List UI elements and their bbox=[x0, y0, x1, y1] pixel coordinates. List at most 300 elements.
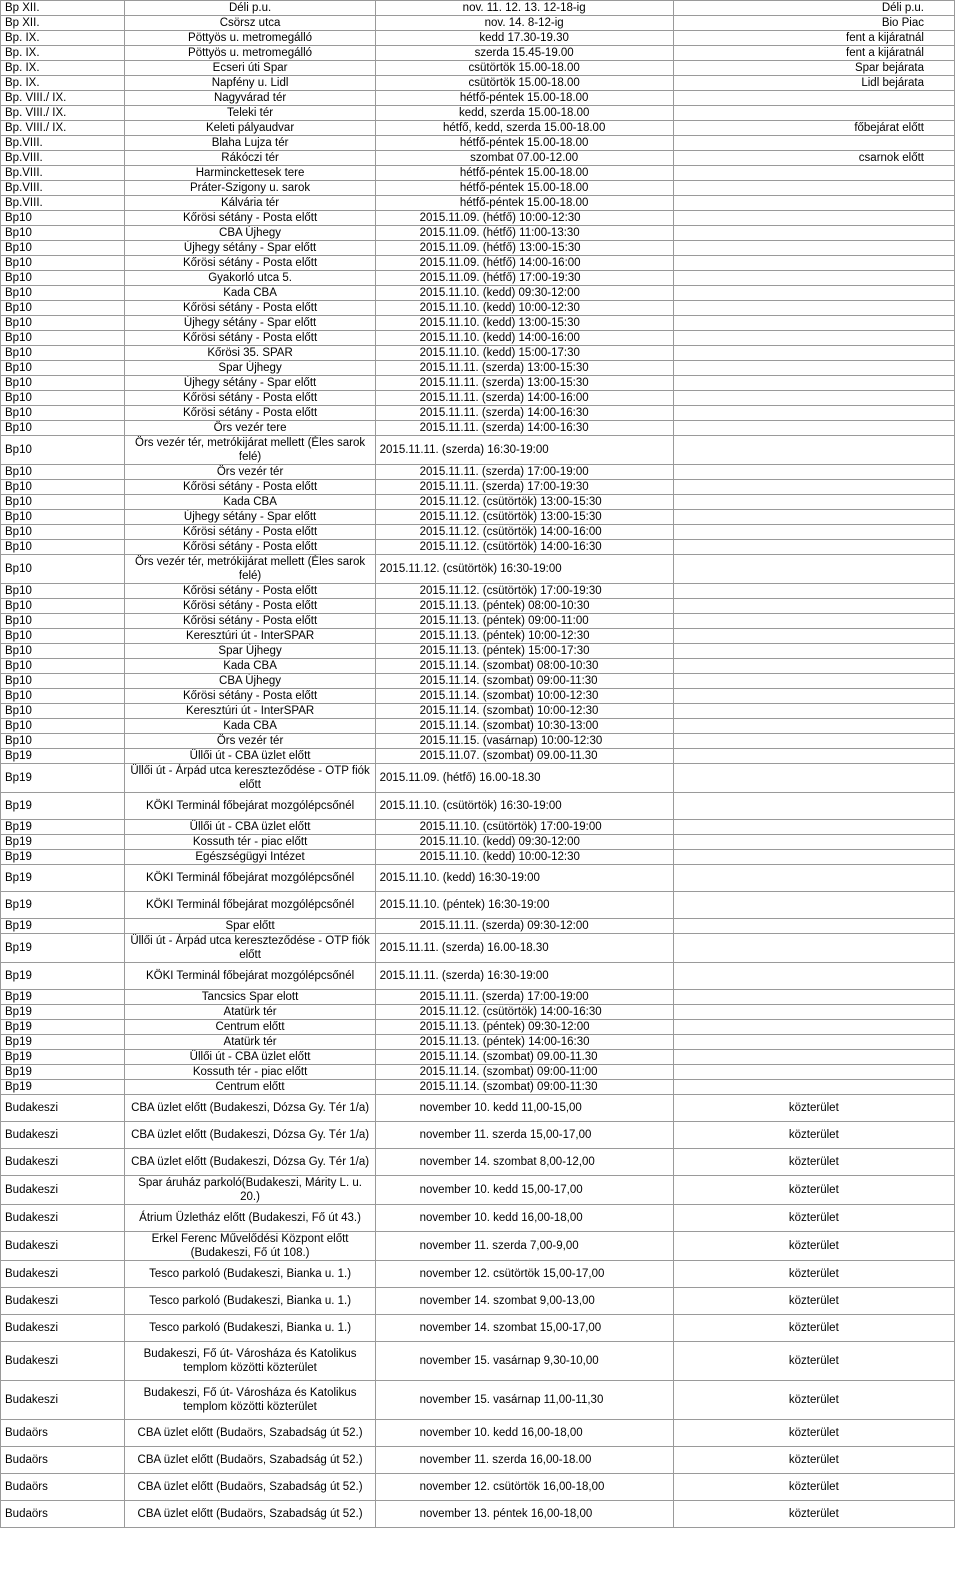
location-cell-text: Kőrösi sétány - Posta előtt bbox=[182, 600, 318, 612]
note-cell bbox=[673, 465, 954, 480]
table-row bbox=[1, 1474, 955, 1501]
note-cell-text: közterület bbox=[788, 1184, 839, 1196]
time-cell bbox=[375, 361, 673, 376]
district-cell-text: Bp19 bbox=[5, 836, 32, 848]
time-cell-text: 2015.11.10. (csütörtök) 17:00-19:00 bbox=[419, 821, 602, 833]
note-cell-text: fent a kijáratnál bbox=[846, 47, 924, 59]
location-cell-text: Csörsz utca bbox=[219, 17, 281, 29]
district-cell bbox=[1, 1381, 125, 1420]
location-cell bbox=[125, 764, 375, 793]
location-cell-text: Práter-Szigony u. sarok bbox=[189, 182, 311, 194]
time-cell bbox=[375, 495, 673, 510]
time-cell bbox=[375, 76, 673, 91]
district-cell bbox=[1, 555, 125, 584]
note-cell bbox=[673, 820, 954, 835]
note-cell bbox=[673, 1261, 954, 1288]
district-cell-text: Bp19 bbox=[5, 1036, 32, 1048]
district-cell-text: Bp10 bbox=[5, 362, 32, 374]
district-cell bbox=[1, 1501, 125, 1528]
district-cell bbox=[1, 963, 125, 990]
time-cell-text: november 11. szerda 16,00-18.00 bbox=[419, 1454, 592, 1466]
table-row bbox=[1, 1232, 955, 1261]
location-cell bbox=[125, 963, 375, 990]
district-cell bbox=[1, 865, 125, 892]
table-row bbox=[1, 91, 955, 106]
district-cell-text: Bp10 bbox=[5, 257, 32, 269]
time-cell-text: 2015.11.14. (szombat) 09:00-11:30 bbox=[419, 675, 598, 687]
location-cell bbox=[125, 346, 375, 361]
district-cell bbox=[1, 704, 125, 719]
location-cell-text: Spar előtt bbox=[225, 920, 275, 932]
district-cell bbox=[1, 16, 125, 31]
location-cell bbox=[125, 1149, 375, 1176]
location-cell bbox=[125, 510, 375, 525]
note-cell bbox=[673, 121, 954, 136]
district-cell bbox=[1, 76, 125, 91]
table-row bbox=[1, 406, 955, 421]
location-cell bbox=[125, 689, 375, 704]
table-row bbox=[1, 865, 955, 892]
note-cell-text: közterület bbox=[788, 1481, 839, 1493]
time-cell bbox=[375, 892, 673, 919]
table-row bbox=[1, 1050, 955, 1065]
location-cell bbox=[125, 1205, 375, 1232]
location-cell-text: Gyakorló utca 5. bbox=[208, 272, 292, 284]
district-cell-text: Bp10 bbox=[5, 675, 32, 687]
district-cell bbox=[1, 540, 125, 555]
table-row bbox=[1, 820, 955, 835]
note-cell bbox=[673, 406, 954, 421]
time-cell-text: 2015.11.11. (szerda) 14:00-16:30 bbox=[419, 422, 589, 434]
district-cell-text: Bp. IX. bbox=[5, 47, 40, 59]
time-cell bbox=[375, 256, 673, 271]
location-cell-text: Kőrösi sétány - Posta előtt bbox=[182, 615, 318, 627]
time-cell bbox=[375, 1342, 673, 1381]
note-cell-text: közterület bbox=[788, 1355, 839, 1367]
district-cell-text: Bp10 bbox=[5, 227, 32, 239]
district-cell-text: Bp19 bbox=[5, 899, 32, 911]
table-row bbox=[1, 241, 955, 256]
time-cell-text: 2015.11.09. (hétfő) 16.00-18.30 bbox=[379, 772, 541, 784]
location-cell bbox=[125, 659, 375, 674]
district-cell-text: Bp19 bbox=[5, 1051, 32, 1063]
table-row bbox=[1, 1420, 955, 1447]
location-cell bbox=[125, 286, 375, 301]
district-cell-text: Bp.VIII. bbox=[5, 167, 43, 179]
time-cell bbox=[375, 1447, 673, 1474]
district-cell bbox=[1, 850, 125, 865]
table-row bbox=[1, 121, 955, 136]
time-cell bbox=[375, 436, 673, 465]
table-row bbox=[1, 850, 955, 865]
time-cell bbox=[375, 16, 673, 31]
district-cell-text: Bp19 bbox=[5, 750, 32, 762]
location-cell-text: Üllői út - CBA üzlet előtt bbox=[189, 750, 311, 762]
table-row bbox=[1, 1501, 955, 1528]
time-cell bbox=[375, 1122, 673, 1149]
district-cell-text: Bp. VIII./ IX. bbox=[5, 107, 67, 119]
note-cell bbox=[673, 61, 954, 76]
time-cell-text: 2015.11.11. (szerda) 17:00-19:30 bbox=[419, 481, 589, 493]
note-cell bbox=[673, 704, 954, 719]
location-cell bbox=[125, 555, 375, 584]
note-cell bbox=[673, 629, 954, 644]
note-cell-text: közterület bbox=[788, 1508, 839, 1520]
note-cell bbox=[673, 256, 954, 271]
district-cell-text: Bp XII. bbox=[5, 17, 40, 29]
location-cell-text: Pöttyös u. metromegálló bbox=[188, 32, 313, 44]
location-cell-text: Kőrösi sétány - Posta előtt bbox=[182, 407, 318, 419]
table-row bbox=[1, 689, 955, 704]
time-cell bbox=[375, 1474, 673, 1501]
time-cell bbox=[375, 990, 673, 1005]
location-cell-text: Kőrösi sétány - Posta előtt bbox=[182, 257, 318, 269]
location-cell bbox=[125, 226, 375, 241]
note-cell bbox=[673, 934, 954, 963]
table-row bbox=[1, 136, 955, 151]
location-cell-text: Spar áruház parkoló(Budakeszi, Márity L. u. 20.) bbox=[138, 1177, 362, 1203]
location-cell-text: Teleki tér bbox=[227, 107, 274, 119]
note-cell bbox=[673, 555, 954, 584]
location-cell bbox=[125, 793, 375, 820]
district-cell bbox=[1, 793, 125, 820]
time-cell bbox=[375, 963, 673, 990]
note-cell-text: közterület bbox=[788, 1295, 839, 1307]
time-cell-text: hétfő, kedd, szerda 15.00-18.00 bbox=[442, 122, 606, 134]
time-cell bbox=[375, 406, 673, 421]
note-cell bbox=[673, 1020, 954, 1035]
location-cell-text: Napfény u. Lidl bbox=[211, 77, 289, 89]
table-row bbox=[1, 316, 955, 331]
district-cell bbox=[1, 406, 125, 421]
district-cell bbox=[1, 1122, 125, 1149]
district-cell-text: Bp. IX. bbox=[5, 32, 40, 44]
time-cell-text: 2015.11.10. (kedd) 15:00-17:30 bbox=[419, 347, 580, 359]
note-cell bbox=[673, 644, 954, 659]
schedule-table-body bbox=[1, 1, 955, 1528]
district-cell bbox=[1, 934, 125, 963]
location-cell-text: Örs vezér tér bbox=[216, 735, 284, 747]
location-cell bbox=[125, 865, 375, 892]
location-cell bbox=[125, 599, 375, 614]
time-cell-text: 2015.11.11. (szerda) 16:30-19:00 bbox=[379, 444, 549, 456]
location-cell-text: CBA Újhegy bbox=[219, 227, 282, 239]
location-cell-text: Budakeszi, Fő út- Városháza és Katolikus templom közötti közterület bbox=[143, 1387, 357, 1413]
location-cell bbox=[125, 614, 375, 629]
time-cell bbox=[375, 151, 673, 166]
location-cell bbox=[125, 241, 375, 256]
district-cell bbox=[1, 46, 125, 61]
district-cell bbox=[1, 1035, 125, 1050]
table-row bbox=[1, 1020, 955, 1035]
time-cell-text: 2015.11.09. (hétfő) 11:00-13:30 bbox=[419, 227, 580, 239]
location-cell-text: Nagyvárad tér bbox=[213, 92, 287, 104]
location-cell-text: Ecseri úti Spar bbox=[212, 62, 288, 74]
district-cell-text: Bp10 bbox=[5, 526, 32, 538]
note-cell bbox=[673, 46, 954, 61]
note-cell bbox=[673, 1035, 954, 1050]
district-cell-text: Bp10 bbox=[5, 287, 32, 299]
table-row bbox=[1, 151, 955, 166]
time-cell bbox=[375, 704, 673, 719]
note-cell bbox=[673, 793, 954, 820]
location-cell-text: Kőrösi sétány - Posta előtt bbox=[182, 392, 318, 404]
location-cell bbox=[125, 361, 375, 376]
time-cell bbox=[375, 1381, 673, 1420]
location-cell bbox=[125, 704, 375, 719]
location-cell-text: Üllői út - Árpád utca kereszteződése - OTP fiók előtt bbox=[130, 935, 370, 961]
district-cell bbox=[1, 835, 125, 850]
time-cell bbox=[375, 614, 673, 629]
district-cell-text: Budakeszi bbox=[5, 1322, 59, 1334]
location-cell bbox=[125, 1122, 375, 1149]
district-cell-text: Bp10 bbox=[5, 541, 32, 553]
note-cell bbox=[673, 1288, 954, 1315]
district-cell bbox=[1, 376, 125, 391]
district-cell bbox=[1, 1315, 125, 1342]
location-cell-text: KÖKI Terminál főbejárat mozgólépcsőnél bbox=[145, 970, 355, 982]
time-cell-text: 2015.11.12. (csütörtök) 17:00-19:30 bbox=[419, 585, 602, 597]
district-cell-text: Bp10 bbox=[5, 720, 32, 732]
time-cell bbox=[375, 1176, 673, 1205]
location-cell bbox=[125, 934, 375, 963]
district-cell-text: Budakeszi bbox=[5, 1129, 59, 1141]
district-cell-text: Bp10 bbox=[5, 511, 32, 523]
time-cell bbox=[375, 1501, 673, 1528]
note-cell bbox=[673, 316, 954, 331]
time-cell bbox=[375, 644, 673, 659]
note-cell-text: Déli p.u. bbox=[881, 2, 924, 14]
table-row bbox=[1, 1176, 955, 1205]
district-cell-text: Bp10 bbox=[5, 347, 32, 359]
district-cell-text: Bp10 bbox=[5, 242, 32, 254]
time-cell bbox=[375, 421, 673, 436]
location-cell-text: Tesco parkoló (Budakeszi, Bianka u. 1.) bbox=[149, 1322, 352, 1334]
district-cell bbox=[1, 990, 125, 1005]
time-cell bbox=[375, 865, 673, 892]
location-cell bbox=[125, 1050, 375, 1065]
location-cell bbox=[125, 1420, 375, 1447]
location-cell-text: Örs vezér tér bbox=[216, 466, 284, 478]
district-cell bbox=[1, 391, 125, 406]
district-cell-text: Budakeszi bbox=[5, 1394, 59, 1406]
district-cell-text: Bp10 bbox=[5, 272, 32, 284]
district-cell bbox=[1, 734, 125, 749]
district-cell-text: Bp19 bbox=[5, 821, 32, 833]
note-cell bbox=[673, 719, 954, 734]
location-cell bbox=[125, 1005, 375, 1020]
district-cell bbox=[1, 331, 125, 346]
note-cell-text: csarnok előtt bbox=[858, 152, 924, 164]
district-cell bbox=[1, 181, 125, 196]
district-cell bbox=[1, 764, 125, 793]
location-cell bbox=[125, 525, 375, 540]
time-cell-text: november 15. vasárnap 9,30-10,00 bbox=[419, 1355, 599, 1367]
note-cell bbox=[673, 892, 954, 919]
time-cell bbox=[375, 1288, 673, 1315]
location-cell bbox=[125, 1501, 375, 1528]
time-cell-text: 2015.11.13. (péntek) 09:00-11:00 bbox=[419, 615, 589, 627]
location-cell bbox=[125, 480, 375, 495]
time-cell-text: nov. 11. 12. 13. 12-18-ig bbox=[462, 2, 586, 14]
time-cell bbox=[375, 689, 673, 704]
location-cell-text: Örs vezér tér, metrókijárat mellett (Éles sarok felé) bbox=[135, 437, 366, 463]
location-cell-text: Újhegy sétány - Spar előtt bbox=[183, 317, 317, 329]
location-cell bbox=[125, 301, 375, 316]
note-cell-text: főbejárat előtt bbox=[854, 122, 924, 134]
table-row bbox=[1, 764, 955, 793]
district-cell-text: Budaörs bbox=[5, 1427, 48, 1439]
time-cell-text: 2015.11.11. (szerda) 17:00-19:00 bbox=[419, 991, 589, 1003]
district-cell-text: Bp19 bbox=[5, 942, 32, 954]
district-cell bbox=[1, 495, 125, 510]
location-cell-text: Tesco parkoló (Budakeszi, Bianka u. 1.) bbox=[149, 1268, 352, 1280]
time-cell bbox=[375, 271, 673, 286]
location-cell-text: CBA üzlet előtt (Budaörs, Szabadság út 52.) bbox=[137, 1427, 363, 1439]
district-cell bbox=[1, 1288, 125, 1315]
time-cell bbox=[375, 934, 673, 963]
location-cell bbox=[125, 919, 375, 934]
time-cell bbox=[375, 540, 673, 555]
note-cell bbox=[673, 1080, 954, 1095]
district-cell bbox=[1, 1149, 125, 1176]
note-cell-text: közterület bbox=[788, 1322, 839, 1334]
note-cell bbox=[673, 495, 954, 510]
note-cell bbox=[673, 599, 954, 614]
note-cell bbox=[673, 1381, 954, 1420]
time-cell bbox=[375, 196, 673, 211]
time-cell-text: hétfő-péntek 15.00-18.00 bbox=[459, 167, 589, 179]
note-cell bbox=[673, 1095, 954, 1122]
district-cell-text: Bp10 bbox=[5, 630, 32, 642]
district-cell bbox=[1, 1005, 125, 1020]
location-cell-text: Déli p.u. bbox=[228, 2, 272, 14]
location-cell bbox=[125, 391, 375, 406]
district-cell bbox=[1, 465, 125, 480]
table-row bbox=[1, 1288, 955, 1315]
location-cell bbox=[125, 1035, 375, 1050]
district-cell bbox=[1, 241, 125, 256]
location-cell-text: Újhegy sétány - Spar előtt bbox=[183, 242, 317, 254]
district-cell-text: Budakeszi bbox=[5, 1212, 59, 1224]
time-cell bbox=[375, 599, 673, 614]
time-cell-text: 2015.11.10. (csütörtök) 16:30-19:00 bbox=[379, 800, 562, 812]
table-row bbox=[1, 1005, 955, 1020]
time-cell-text: 2015.11.14. (szombat) 09:00-11:30 bbox=[419, 1081, 598, 1093]
note-cell bbox=[673, 1122, 954, 1149]
district-cell-text: Bp19 bbox=[5, 1081, 32, 1093]
district-cell-text: Bp10 bbox=[5, 377, 32, 389]
table-row bbox=[1, 892, 955, 919]
note-cell bbox=[673, 764, 954, 793]
location-cell-text: Erkel Ferenc Művelődési Központ előtt (Budakeszi, Fő út 108.) bbox=[151, 1233, 349, 1259]
note-cell bbox=[673, 480, 954, 495]
table-row bbox=[1, 719, 955, 734]
note-cell bbox=[673, 1050, 954, 1065]
time-cell bbox=[375, 376, 673, 391]
note-cell bbox=[673, 689, 954, 704]
district-cell bbox=[1, 510, 125, 525]
location-cell bbox=[125, 1447, 375, 1474]
time-cell bbox=[375, 850, 673, 865]
district-cell bbox=[1, 256, 125, 271]
note-cell-text: közterület bbox=[788, 1212, 839, 1224]
district-cell-text: Bp10 bbox=[5, 466, 32, 478]
note-cell bbox=[673, 1342, 954, 1381]
district-cell-text: Bp19 bbox=[5, 800, 32, 812]
time-cell bbox=[375, 793, 673, 820]
district-cell-text: Bp10 bbox=[5, 600, 32, 612]
location-cell-text: Tesco parkoló (Budakeszi, Bianka u. 1.) bbox=[149, 1295, 352, 1307]
note-cell-text: közterület bbox=[788, 1427, 839, 1439]
location-cell-text: Blaha Lujza tér bbox=[211, 137, 289, 149]
location-cell bbox=[125, 151, 375, 166]
location-cell bbox=[125, 1474, 375, 1501]
district-cell bbox=[1, 1420, 125, 1447]
note-cell bbox=[673, 1315, 954, 1342]
location-cell-text: Kőrösi sétány - Posta előtt bbox=[182, 481, 318, 493]
district-cell-text: Budakeszi bbox=[5, 1240, 59, 1252]
district-cell-text: Bp XII. bbox=[5, 2, 40, 14]
location-cell bbox=[125, 256, 375, 271]
location-cell-text: Kőrösi sétány - Posta előtt bbox=[182, 212, 318, 224]
location-cell bbox=[125, 465, 375, 480]
district-cell bbox=[1, 892, 125, 919]
note-cell bbox=[673, 16, 954, 31]
time-cell bbox=[375, 584, 673, 599]
district-cell-text: Bp.VIII. bbox=[5, 182, 43, 194]
location-cell bbox=[125, 406, 375, 421]
note-cell bbox=[673, 1474, 954, 1501]
table-row bbox=[1, 376, 955, 391]
time-cell bbox=[375, 764, 673, 793]
note-cell-text: közterület bbox=[788, 1240, 839, 1252]
time-cell-text: november 13. péntek 16,00-18,00 bbox=[419, 1508, 593, 1520]
note-cell bbox=[673, 963, 954, 990]
location-cell-text: Újhegy sétány - Spar előtt bbox=[183, 377, 317, 389]
time-cell bbox=[375, 1261, 673, 1288]
table-row bbox=[1, 1315, 955, 1342]
note-cell-text: Lidl bejárata bbox=[861, 77, 924, 89]
note-cell bbox=[673, 376, 954, 391]
note-cell bbox=[673, 1420, 954, 1447]
district-cell-text: Bp10 bbox=[5, 407, 32, 419]
time-cell-text: november 10. kedd 16,00-18,00 bbox=[419, 1212, 583, 1224]
district-cell-text: Bp19 bbox=[5, 991, 32, 1003]
time-cell bbox=[375, 525, 673, 540]
table-row bbox=[1, 256, 955, 271]
table-row bbox=[1, 704, 955, 719]
time-cell-text: hétfő-péntek 15.00-18.00 bbox=[459, 137, 589, 149]
note-cell bbox=[673, 196, 954, 211]
table-row bbox=[1, 644, 955, 659]
district-cell bbox=[1, 749, 125, 764]
time-cell-text: 2015.11.12. (csütörtök) 16:30-19:00 bbox=[379, 563, 562, 575]
location-cell bbox=[125, 421, 375, 436]
district-cell-text: Bp19 bbox=[5, 1021, 32, 1033]
time-cell-text: november 10. kedd 15,00-17,00 bbox=[419, 1184, 583, 1196]
time-cell-text: november 14. szombat 9,00-13,00 bbox=[419, 1295, 595, 1307]
location-cell bbox=[125, 376, 375, 391]
note-cell bbox=[673, 674, 954, 689]
time-cell bbox=[375, 1035, 673, 1050]
location-cell-text: Kőrösi 35. SPAR bbox=[207, 347, 293, 359]
location-cell bbox=[125, 1095, 375, 1122]
note-cell bbox=[673, 271, 954, 286]
time-cell bbox=[375, 1020, 673, 1035]
table-row bbox=[1, 1381, 955, 1420]
table-row bbox=[1, 106, 955, 121]
